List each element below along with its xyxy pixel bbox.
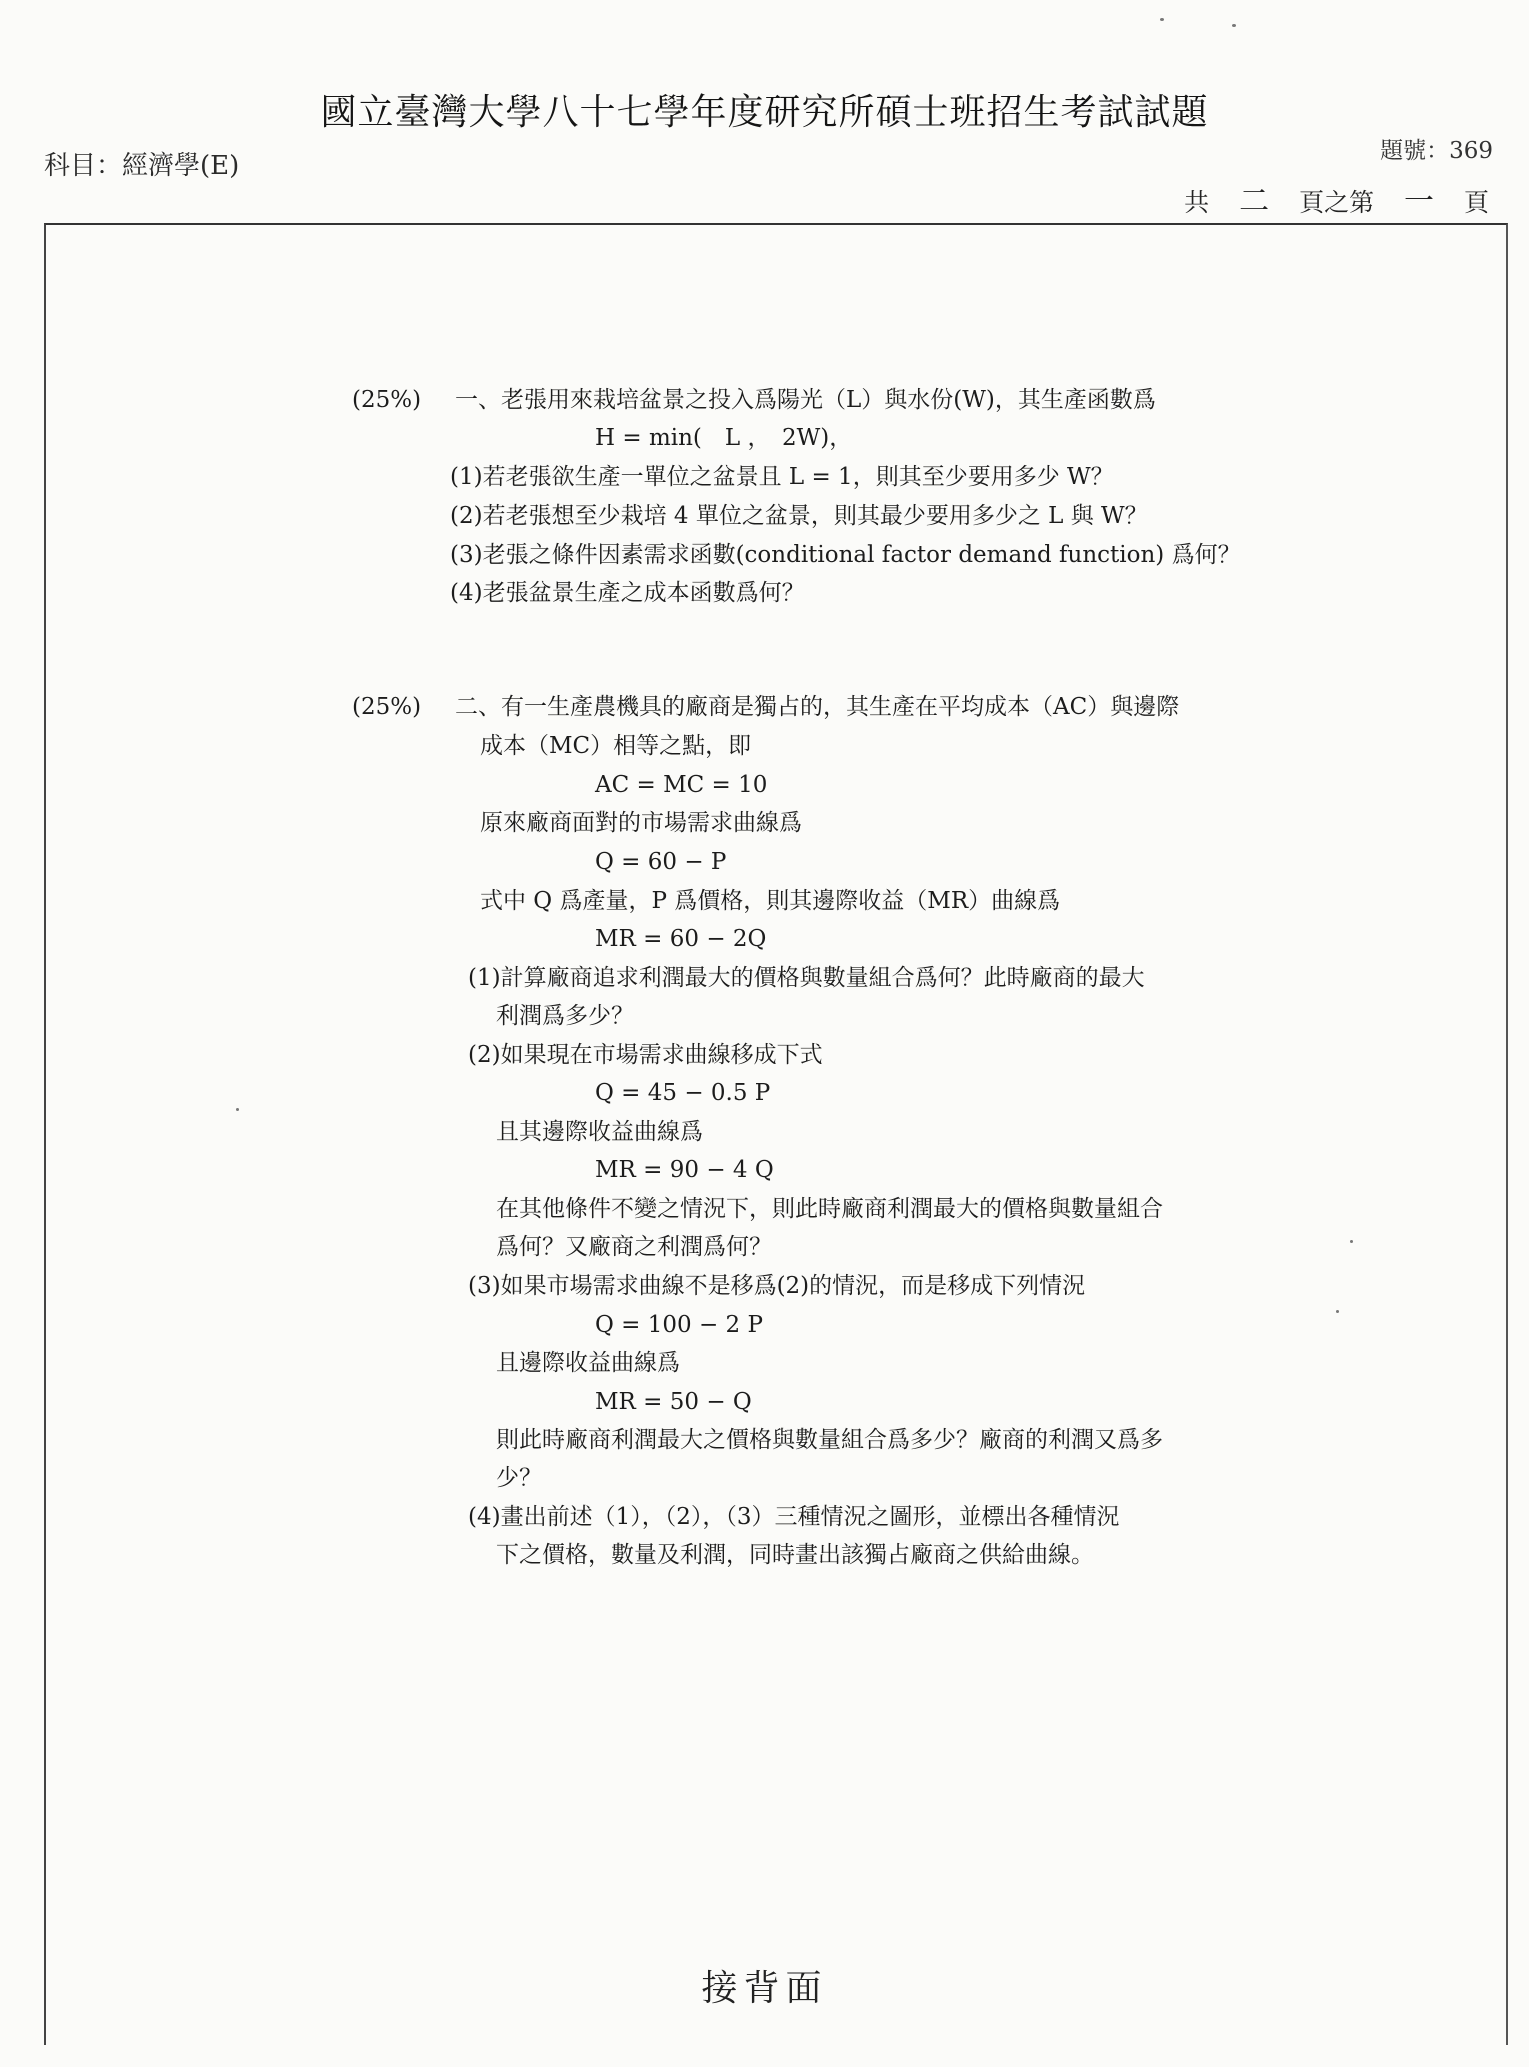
- q2-part-3b: 且邊際收益曲線爲: [496, 1350, 680, 1376]
- scan-speck: [1336, 1310, 1339, 1313]
- q2-part-2-eq: Q = 45 − 0.5 P: [595, 1080, 771, 1106]
- q2-eq-mr: MR = 60 − 2Q: [595, 926, 767, 952]
- q2-part-2c: 在其他條件不變之情況下，則此時廠商利潤最大的價格與數量組合: [496, 1196, 1163, 1222]
- q2-weight: (25%): [352, 694, 422, 720]
- q2-part-2a: (2)如果現在市場需求曲線移成下式: [468, 1042, 823, 1068]
- q1-function: H = min( L ， 2W)，: [595, 425, 853, 451]
- continue-note: 接背面: [701, 1968, 828, 2009]
- q2-part-3a: (3)如果市場需求曲線不是移爲(2)的情況，而是移成下列情況: [468, 1273, 1086, 1299]
- scan-speck: [1232, 24, 1236, 27]
- exam-title: 國立臺灣大學八十七學年度研究所碩士班招生考試試題: [320, 92, 1209, 133]
- page-middle: 頁之第: [1299, 188, 1375, 217]
- q2-part-1b: 利潤爲多少？: [496, 1003, 634, 1029]
- q2-part-2-mr: MR = 90 − 4 Q: [595, 1157, 774, 1183]
- page-suffix: 頁: [1463, 188, 1489, 217]
- page-current: 一: [1404, 184, 1435, 219]
- q1-part-4: (4)老張盆景生產之成本函數爲何？: [450, 580, 805, 606]
- q2-part-2b: 且其邊際收益曲線爲: [496, 1119, 703, 1145]
- q1-part-2: (2)若老張想至少栽培 4 單位之盆景，則其最少要用多少之 L 與 W？: [450, 503, 1148, 529]
- q2-demand-text: 原來廠商面對的市場需求曲線爲: [480, 810, 802, 836]
- q2-mr-text: 式中 Q 爲產量，P 爲價格，則其邊際收益（MR）曲線爲: [480, 888, 1061, 914]
- page-total-prefix: 共: [1184, 188, 1210, 217]
- scan-speck: [1350, 1240, 1353, 1243]
- q1-part-3: (3)老張之條件因素需求函數(conditional factor demand function) 爲何？: [450, 542, 1241, 568]
- scan-speck: [236, 1108, 239, 1111]
- q2-part-1a: (1)計算廠商追求利潤最大的價格與數量組合爲何？此時廠商的最大: [468, 965, 1145, 991]
- q2-part-4b: 下之價格，數量及利潤，同時畫出該獨占廠商之供給曲線。: [496, 1542, 1094, 1568]
- q2-eq-ac: AC = MC = 10: [595, 772, 768, 798]
- q1-weight: (25%): [352, 387, 422, 413]
- q2-part-2d: 爲何？又廠商之利潤爲何？: [496, 1234, 772, 1260]
- question-number: 題號：369: [1380, 138, 1493, 164]
- q2-part-4a: (4)畫出前述（1），（2），（3）三種情況之圖形，並標出各種情況: [468, 1504, 1120, 1530]
- answer-frame: [44, 223, 1508, 2045]
- q2-part-3d: 少？: [496, 1465, 542, 1491]
- q2-part-3-mr: MR = 50 − Q: [595, 1389, 752, 1415]
- q2-eq-q: Q = 60 − P: [595, 849, 727, 875]
- scan-speck: [1160, 18, 1164, 21]
- q2-intro-cont: 成本（MC）相等之點，即: [480, 733, 752, 759]
- subject-label: 科目：經濟學(E): [44, 151, 240, 181]
- page-info: [1180, 176, 1493, 220]
- q2-intro: 二、有一生產農機具的廠商是獨占的，其生產在平均成本（AC）與邊際: [455, 694, 1180, 720]
- q2-part-3-eq: Q = 100 − 2 P: [595, 1312, 763, 1338]
- q1-part-1: (1)若老張欲生產一單位之盆景且 L = 1，則其至少要用多少 W？: [450, 464, 1114, 490]
- page-total: 二: [1239, 184, 1270, 219]
- q2-part-3c: 則此時廠商利潤最大之價格與數量組合爲多少？廠商的利潤又爲多: [496, 1427, 1163, 1453]
- q1-intro: 一、老張用來栽培盆景之投入爲陽光（L）與水份(W)，其生產函數爲: [455, 387, 1156, 413]
